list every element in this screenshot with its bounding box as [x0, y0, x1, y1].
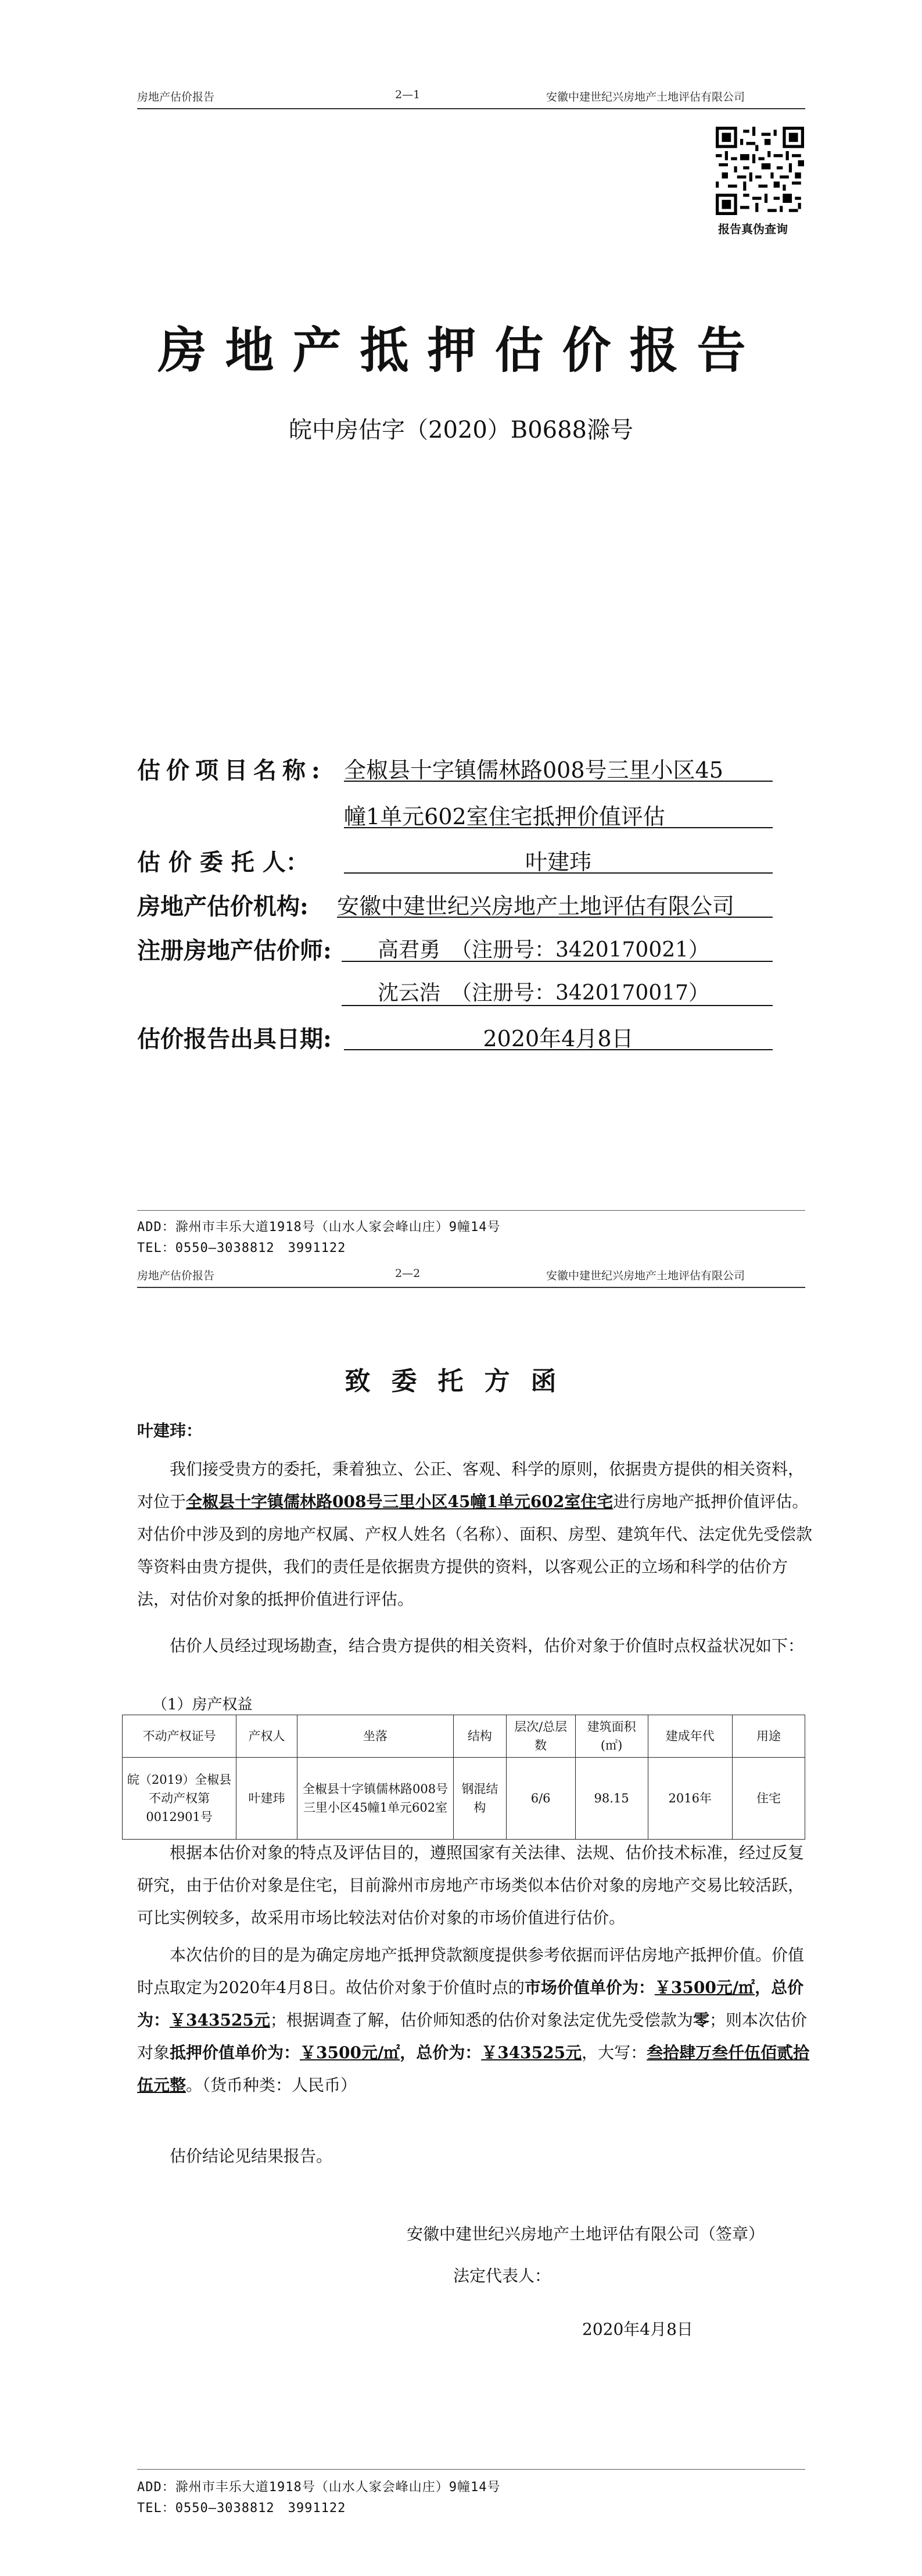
issue-date-label: 估价报告出具日期:: [137, 1025, 332, 1053]
page2-footer-address: ADD：滁州市丰乐大道1918号（山水人家会峰山庄）9幢14号: [137, 2480, 501, 2495]
table-cell-floor: 6/6: [506, 1758, 575, 1840]
page1-header-center: 2—1: [395, 88, 421, 101]
page1-header-left: 房地产估价报告: [137, 91, 215, 103]
qr-code-icon[interactable]: [716, 127, 804, 215]
letter-paragraph-3: 根据本估价对象的特点及评估目的，遵照国家有关法律、法规、估价技术标准，经过反复研究，由于估价对象是住宅，目前滁州市房地产市场类似本估价对象的房地产交易比较活跃，可比实例较多，故采用市场比较法对估价对象的市场价值进行估价。: [137, 1843, 805, 1927]
table-row: [123, 1758, 805, 1840]
table-header-cell: 建成年代: [648, 1715, 732, 1758]
letter-paragraph-1: 我们接受贵方的委托，秉着独立、公正、客观、科学的原则，依据贵方提供的相关资料，对位于全椒县十字镇儒林路008号三里小区45幢1单元602室住宅进行房地产抵押价值评估。对估价中涉及到的房地产权属、产权人姓名（名称）、面积、房型、建筑年代、法定优先受偿款等资料由贵方提供，我们的责任是依据贵方提供的资料，以客观公正的立场和科学的估价方法，对估价对象的抵押价值进行评估。: [137, 1459, 813, 1609]
table-caption: （1）房产权益: [152, 1696, 253, 1713]
signature-company: 安徽中建世纪兴房地产土地评估有限公司（签章）: [407, 2224, 765, 2244]
project-line1-underline: [344, 781, 773, 782]
table-cell-structure: 钢混结构: [454, 1758, 506, 1840]
table-cell-cert: 皖（2019）全椒县不动产权第0012901号: [123, 1758, 236, 1840]
page2-header-left: 房地产估价报告: [137, 1269, 215, 1282]
letter-paragraph-4: 本次估价的目的是为确定房地产抵押贷款额度提供参考依据而评估房地产抵押价值。价值时点取定为2020年4月8日。故估价对象于价值时点的市场价值单价为：￥3500元/㎡，总价为：￥343525元；根据调查了解，估价师知悉的估价对象法定优先受偿款为零；则本次估价对象抵押价值单价为：￥3500元/㎡，总价为：￥343525元，大写：叁拾肆万叁仟伍佰贰拾伍元整。（货币种类：人民币）: [137, 1945, 810, 2095]
project-line2-underline: [344, 827, 773, 828]
table-header-cell: 建筑面积(㎡): [575, 1715, 648, 1758]
table-header-cell: 用途: [732, 1715, 805, 1758]
table-header-cell: 层次/总层数: [506, 1715, 575, 1758]
issue-date-underline: [344, 1049, 773, 1050]
appraiser2-underline: [342, 1005, 773, 1006]
qr-caption: 报告真伪查询: [718, 222, 788, 236]
letter-heading: 致委托方函: [345, 1366, 577, 1396]
appraiser-1: 高君勇 （注册号：3420170021）: [378, 938, 710, 962]
page2-header-right: 安徽中建世纪兴房地产土地评估有限公司: [546, 1269, 745, 1282]
page1-footer-address: ADD：滁州市丰乐大道1918号（山水人家会峰山庄）9幢14号: [137, 1220, 501, 1235]
page2-header-rule: [137, 1287, 805, 1288]
signature-date: 2020年4月8日: [582, 2320, 693, 2339]
appraiser1-underline: [342, 961, 773, 962]
page2-footer-rule: [137, 2469, 805, 2470]
page2-header-center: 2—2: [395, 1267, 421, 1280]
project-name-label: 估价项目名称:: [137, 757, 326, 784]
table-header-cell: 产权人: [236, 1715, 297, 1758]
client-value: 叶建玮: [525, 849, 591, 875]
page1-footer-tel: TEL：0550—3038812 3991122: [137, 1241, 346, 1255]
table-cell-location: 全椒县十字镇儒林路008号三里小区45幢1单元602室: [297, 1758, 453, 1840]
table-cell-year: 2016年: [648, 1758, 732, 1840]
agency-value: 安徽中建世纪兴房地产土地评估有限公司: [337, 893, 735, 919]
table-header-cell: 结构: [454, 1715, 506, 1758]
agency-label: 房地产估价机构:: [137, 893, 308, 920]
page2-footer-tel: TEL：0550—3038812 3991122: [137, 2501, 346, 2516]
table-cell-use: 住宅: [732, 1758, 805, 1840]
table-header-cell: 不动产权证号: [123, 1715, 236, 1758]
client-underline: [344, 872, 773, 874]
appraiser-label: 注册房地产估价师:: [137, 937, 332, 964]
table-header-cell: 坐落: [297, 1715, 453, 1758]
page1-footer-rule: [137, 1210, 805, 1211]
page1-header-right: 安徽中建世纪兴房地产土地评估有限公司: [546, 91, 745, 103]
project-name-line1: 全椒县十字镇儒林路008号三里小区45: [344, 757, 723, 783]
signature-legal-rep: 法定代表人：: [453, 2266, 551, 2285]
report-title: 房地产抵押估价报告: [157, 321, 765, 379]
letter-paragraph-5: 估价结论见结果报告。: [170, 2146, 333, 2166]
letter-salutation: 叶建玮：: [137, 1421, 203, 1440]
table-header-row: [123, 1715, 805, 1758]
issue-date-value: 2020年4月8日: [483, 1026, 634, 1051]
project-name-line2: 幢1单元602室住宅抵押价值评估: [344, 804, 665, 829]
client-label: 估 价 委 托 人：: [137, 849, 309, 876]
page1-header-rule: [137, 108, 805, 109]
letter-paragraph-2: 估价人员经过现场勘查，结合贵方提供的相关资料，估价对象于价值时点权益状况如下：: [170, 1636, 805, 1655]
property-rights-table: [122, 1715, 805, 1840]
table-cell-area: 98.15: [575, 1758, 648, 1840]
agency-underline: [337, 917, 773, 918]
appraiser-2: 沈云浩 （注册号：3420170017）: [378, 981, 710, 1005]
table-cell-owner: 叶建玮: [236, 1758, 297, 1840]
report-doc-number: 皖中房估字（2020）B0688滁号: [289, 417, 633, 443]
